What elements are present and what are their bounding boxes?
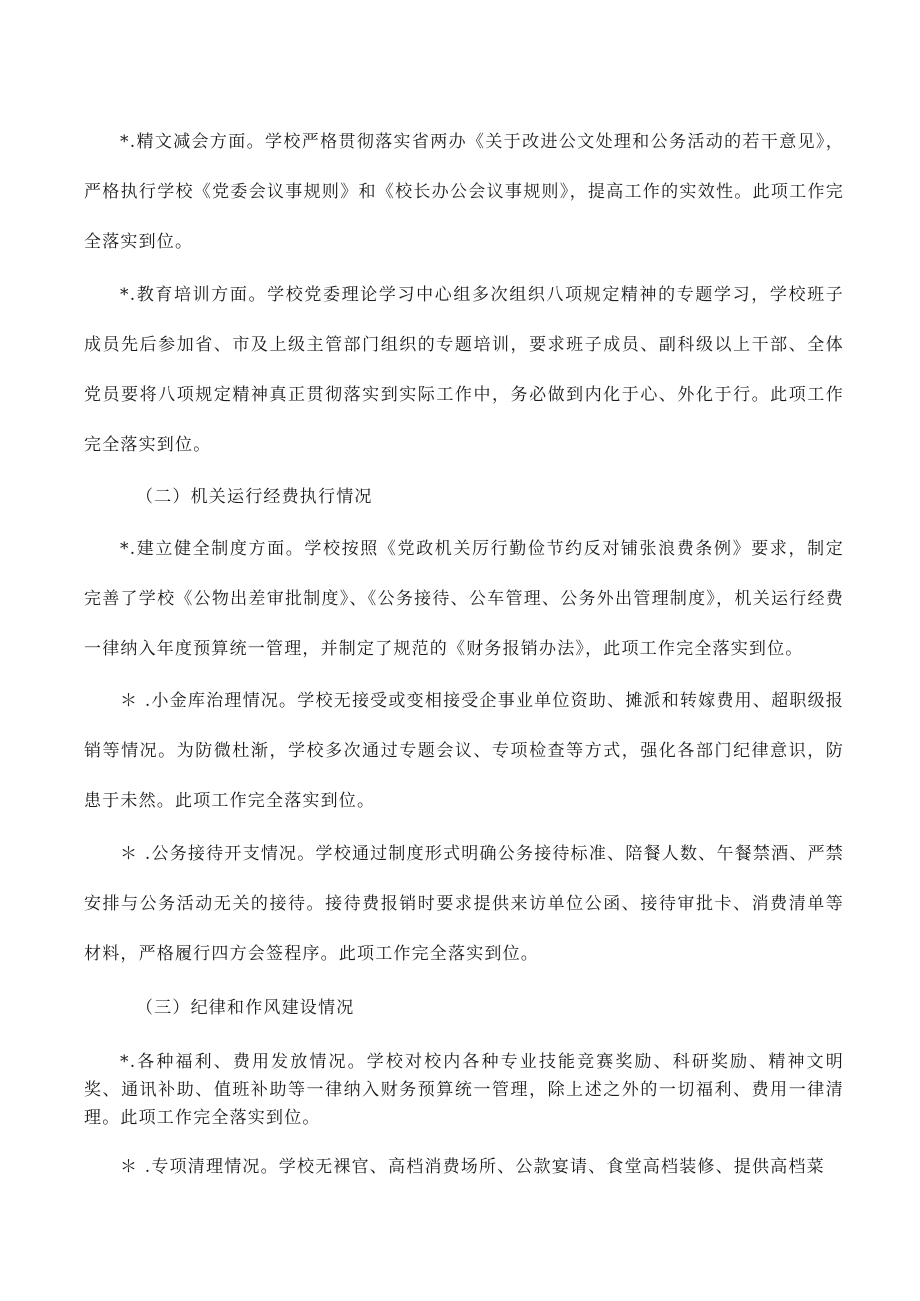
paragraph-reception-expenses: ＊ .公务接待开支情况。学校通过制度形式明确公务接待标准、陪餐人数、午餐禁酒、严禁安排与公务活动无关的接待。接待费报销时要求提供来访单位公函、接待审批卡、消费清单等材料，严格履行四方会签程序。此项工作完全落实到位。 bbox=[84, 844, 844, 964]
paragraph-special-cleanup: ＊ .专项清理情况。学校无裸官、高档消费场所、公款宴请、食堂高档装修、提供高档菜 bbox=[120, 1157, 825, 1177]
paragraph-small-treasury: ＊ .小金库治理情况。学校无接受或变相接受企事业单位资助、摊派和转嫁费用、超职级报销等情况。为防微杜渐，学校多次通过专题会议、专项检查等方式，强化各部门纪律意识，防患于未然。此项工作完全落实到位。 bbox=[84, 691, 844, 811]
paragraph-streamline-meetings: *.精文减会方面。学校严格贯彻落实省两办《关于改进公文处理和公务活动的若干意见》，严格执行学校《党委会议事规则》和《校长办公会议事规则》，提高工作的实效性。此项工作完全落实到位。 bbox=[84, 132, 844, 252]
paragraph-education-training: *.教育培训方面。学校党委理论学习中心组多次组织八项规定精神的专题学习，学校班子成员先后参加省、市及上级主管部门组织的专题培训，要求班子成员、副科级以上干部、全体党员要将八项规定精神真正贯彻落实到实际工作中，务必做到内化于心、外化于行。此项工作完全落实到位。 bbox=[84, 285, 844, 455]
paragraph-system-building: *.建立健全制度方面。学校按照《党政机关厉行勤俭节约反对铺张浪费条例》要求，制定完善了学校《公物出差审批制度》、《公务接待、公车管理、公务外出管理制度》，机关运行经费一律纳入年度预算统一管理，并制定了规范的《财务报销办法》，此项工作完全落实到位。 bbox=[84, 539, 844, 659]
paragraph-welfare-payments: *.各种福利、费用发放情况。学校对校内各种专业技能竞赛奖励、科研奖励、精神文明奖、通讯补助、值班补助等一律纳入财务预算统一管理，除上述之外的一切福利、费用一律清理。此项工作完全落实到位。 bbox=[84, 1052, 844, 1128]
section-heading-2: （二）机关运行经费执行情况 bbox=[136, 487, 373, 507]
section-heading-3: （三）纪律和作风建设情况 bbox=[136, 998, 355, 1018]
